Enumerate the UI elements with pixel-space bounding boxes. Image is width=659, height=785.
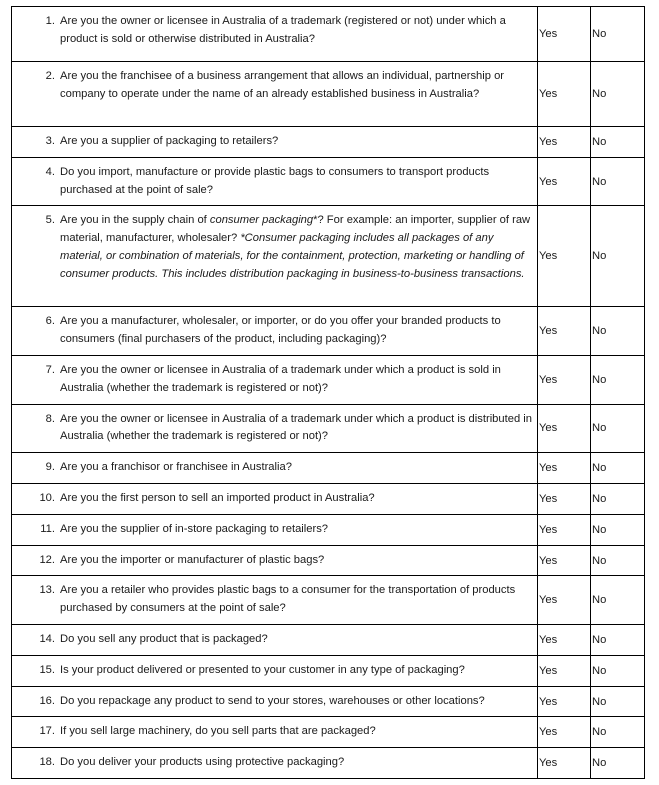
question-row-8 (12, 404, 645, 453)
no-option[interactable] (591, 748, 645, 779)
question-number: 10. (39, 491, 55, 504)
question-row-11 (12, 514, 645, 545)
yes-option[interactable] (538, 355, 591, 404)
no-label: No (592, 757, 607, 770)
question-text: Are you the first person to sell an imported product in Australia? (60, 491, 375, 504)
yes-label: Yes (539, 88, 558, 101)
question-row-10 (12, 483, 645, 514)
question-cell (12, 545, 538, 576)
no-label: No (592, 492, 607, 505)
no-label: No (592, 28, 607, 41)
question-cell (12, 624, 538, 655)
no-option[interactable] (591, 127, 645, 158)
yes-option[interactable] (538, 624, 591, 655)
no-label: No (592, 462, 607, 475)
yes-label: Yes (539, 136, 558, 148)
question-row-14 (12, 624, 645, 655)
questionnaire-table (11, 6, 645, 779)
no-option[interactable] (591, 686, 645, 717)
no-label: No (592, 726, 607, 739)
question-text (60, 212, 535, 283)
no-option[interactable] (591, 355, 645, 404)
yes-label: Yes (539, 28, 558, 41)
question-row-5 (12, 206, 645, 307)
no-label: No (592, 523, 607, 536)
question-text: Do you import, manufacture or provide plastic bags to consumers to transport products purchased at the point of sale? (60, 165, 490, 196)
question-row-7 (12, 355, 645, 404)
yes-label: Yes (539, 726, 558, 739)
yes-option[interactable] (538, 717, 591, 748)
no-label: No (592, 664, 607, 677)
question-number: 7. (45, 363, 55, 376)
no-option[interactable] (591, 62, 645, 127)
question-text: Are you the supplier of in-store packaging to retailers? (60, 522, 329, 535)
yes-option[interactable] (538, 157, 591, 206)
question-text: Are you the owner or licensee in Australia of a trademark under which a product is distributed in Australia (whether the trademark is registered or not)? (60, 412, 532, 443)
no-label: No (592, 554, 607, 567)
question-text-part: Are you in the supply chain of (60, 214, 210, 227)
question-text: Are you a franchisor or franchisee in Australia? (60, 461, 292, 474)
question-number: 11. (40, 522, 55, 535)
no-option[interactable] (591, 453, 645, 484)
question-text: Are you a supplier of packaging to retailers? (60, 135, 279, 147)
question-row-1 (12, 7, 645, 62)
question-row-18 (12, 748, 645, 779)
yes-option[interactable] (538, 748, 591, 779)
yes-label: Yes (539, 373, 558, 386)
yes-label: Yes (539, 325, 558, 338)
yes-option[interactable] (538, 307, 591, 356)
yes-option[interactable] (538, 206, 591, 307)
question-cell (12, 717, 538, 748)
question-cell (12, 514, 538, 545)
no-label: No (592, 88, 607, 101)
question-cell (12, 355, 538, 404)
question-row-15 (12, 655, 645, 686)
yes-label: Yes (539, 633, 558, 646)
question-text: Is your product delivered or presented to your customer in any type of packaging? (60, 663, 465, 676)
yes-label: Yes (539, 523, 558, 536)
question-number: 4. (45, 165, 55, 178)
question-row-2 (12, 62, 645, 127)
yes-option[interactable] (538, 483, 591, 514)
no-option[interactable] (591, 157, 645, 206)
question-cell (12, 483, 538, 514)
yes-label: Yes (539, 757, 558, 770)
question-number: 12. (39, 553, 55, 566)
question-cell (12, 686, 538, 717)
yes-label: Yes (539, 664, 558, 677)
yes-option[interactable] (538, 655, 591, 686)
yes-option[interactable] (538, 62, 591, 127)
yes-label: Yes (539, 695, 558, 708)
question-row-6 (12, 307, 645, 356)
question-cell (12, 307, 538, 356)
question-number: 9. (45, 461, 55, 474)
no-option[interactable] (591, 624, 645, 655)
question-text: Are you the owner or licensee in Australia of a trademark under which a product is sold in Australia (whether the trademark is registered or not)? (60, 363, 501, 394)
question-number: 18. (39, 756, 55, 769)
no-option[interactable] (591, 655, 645, 686)
question-cell (12, 404, 538, 453)
question-number: 3. (45, 135, 55, 147)
consumer-packaging-term: consumer packaging (209, 214, 314, 227)
question-number: 15. (39, 663, 55, 676)
question-row-13 (12, 576, 645, 625)
yes-label: Yes (539, 594, 558, 607)
question-row-3 (12, 127, 645, 158)
question-text: Do you deliver your products using protective packaging? (60, 756, 345, 769)
question-text: Are you a manufacturer, wholesaler, or importer, or do you offer your branded products to consumers (final purchasers of the product, including packaging)? (60, 315, 501, 346)
yes-label: Yes (539, 422, 558, 435)
yes-label: Yes (539, 175, 558, 188)
no-option[interactable] (591, 576, 645, 625)
question-text: Are you the owner or licensee in Australia of a trademark (registered or not) under which a product is sold or otherwise distributed in Australia? (60, 15, 506, 45)
yes-label: Yes (539, 462, 558, 475)
yes-label: Yes (539, 554, 558, 567)
consumer-packaging-definition: *Consumer packaging includes all packages of any material, or combination of materials, for the containment, protection, marketing or handling of consumer products. This includes distribution packaging in business-to-business transactions. (60, 232, 525, 280)
question-number: 13. (39, 584, 55, 597)
yes-option[interactable] (538, 404, 591, 453)
question-text: Do you sell any product that is packaged? (60, 632, 268, 645)
question-number: 6. (45, 315, 55, 328)
no-label: No (592, 325, 607, 338)
no-option[interactable] (591, 717, 645, 748)
yes-label: Yes (539, 250, 558, 263)
question-number: 5. (45, 214, 55, 227)
question-number: 1. (45, 15, 55, 27)
question-cell (12, 206, 538, 307)
no-option[interactable] (591, 483, 645, 514)
yes-label: Yes (539, 492, 558, 505)
question-cell (12, 62, 538, 127)
no-label: No (592, 373, 607, 386)
question-text: Are you a retailer who provides plastic bags to a consumer for the transportation of products purchased by consumers at the point of sale? (60, 584, 516, 615)
question-row-12 (12, 545, 645, 576)
question-number: 2. (45, 70, 55, 82)
question-row-16 (12, 686, 645, 717)
no-label: No (592, 175, 607, 188)
question-number: 14. (39, 632, 55, 645)
yes-option[interactable] (538, 453, 591, 484)
no-option[interactable] (591, 545, 645, 576)
yes-option[interactable] (538, 545, 591, 576)
question-number: 17. (39, 725, 55, 738)
question-text-part: *? For example: an importer, supplier of raw material, manufacturer, wholesaler? (60, 214, 531, 245)
question-row-9 (12, 453, 645, 484)
question-row-4 (12, 157, 645, 206)
no-label: No (592, 136, 607, 148)
yes-option[interactable] (538, 686, 591, 717)
no-option[interactable] (591, 206, 645, 307)
question-text: If you sell large machinery, do you sell parts that are packaged? (60, 725, 376, 738)
question-text: Are you the franchisee of a business arrangement that allows an individual, partnership or company to operate under the name of an already established business in Australia? (60, 70, 505, 100)
question-cell (12, 655, 538, 686)
question-text: Do you repackage any product to send to your stores, warehouses or other locations? (60, 694, 485, 707)
question-cell (12, 157, 538, 206)
no-label: No (592, 695, 607, 708)
no-label: No (592, 594, 607, 607)
question-row-17 (12, 717, 645, 748)
no-label: No (592, 250, 607, 263)
yes-option[interactable] (538, 576, 591, 625)
no-option[interactable] (591, 307, 645, 356)
no-option[interactable] (591, 7, 645, 62)
yes-option[interactable] (538, 7, 591, 62)
no-option[interactable] (591, 514, 645, 545)
no-label: No (592, 422, 607, 435)
question-cell (12, 748, 538, 779)
question-cell (12, 576, 538, 625)
no-label: No (592, 633, 607, 646)
yes-option[interactable] (538, 514, 591, 545)
question-cell (12, 453, 538, 484)
question-cell (12, 7, 538, 62)
question-number: 8. (45, 412, 55, 425)
question-text: Are you the importer or manufacturer of plastic bags? (60, 553, 325, 566)
question-number: 16. (39, 694, 55, 707)
question-cell (12, 127, 538, 158)
no-option[interactable] (591, 404, 645, 453)
yes-option[interactable] (538, 127, 591, 158)
